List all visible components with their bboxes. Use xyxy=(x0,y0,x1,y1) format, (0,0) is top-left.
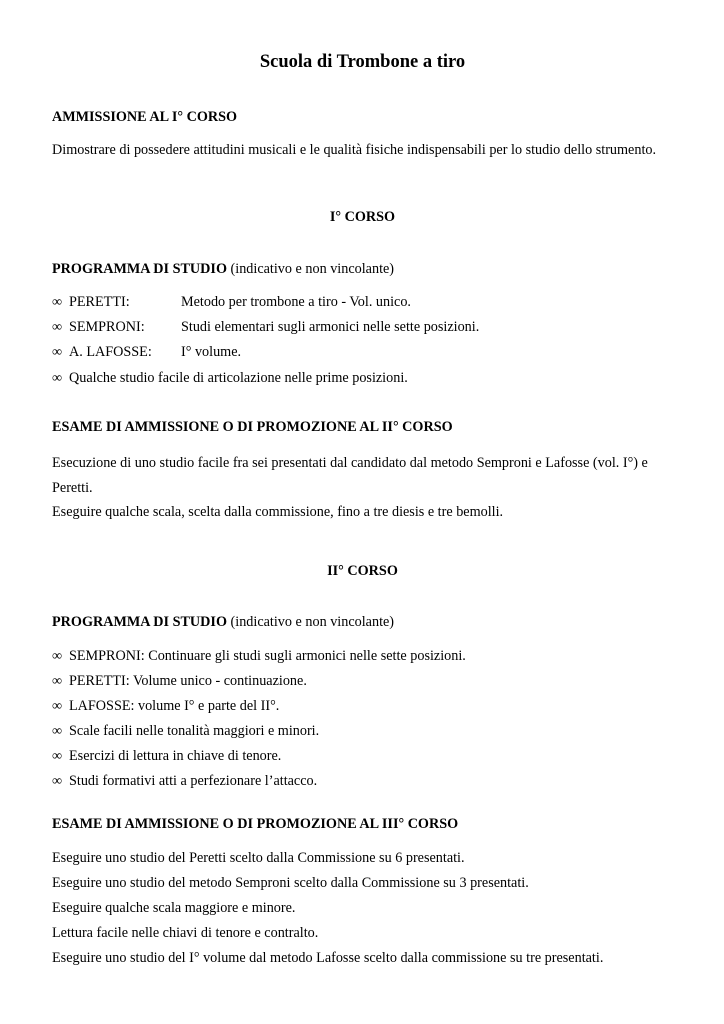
esame-line: Eseguire uno studio del metodo Semproni scelto dalla Commissione su 3 presentati. xyxy=(52,875,529,891)
infinity-bullet-icon: ∞ xyxy=(52,648,63,664)
programma-label: PROGRAMMA DI STUDIO xyxy=(52,614,227,630)
esame-line: Eseguire uno studio del I° volume dal metodo Lafosse scelto dalla commissione su tre presentati. xyxy=(52,950,604,966)
infinity-bullet-icon: ∞ xyxy=(52,748,63,764)
programma-label: PROGRAMMA DI STUDIO xyxy=(52,261,227,277)
author-name: PERETTI: xyxy=(69,294,130,310)
esame-line: Peretti. xyxy=(52,480,93,496)
infinity-bullet-icon: ∞ xyxy=(52,319,63,335)
corso2-heading: II° CORSO xyxy=(327,563,398,579)
infinity-bullet-icon: ∞ xyxy=(52,294,63,310)
ammissione-text: Dimostrare di possedere attitudini musicali e le qualità fisiche indispensabili per lo studio dello strumento. xyxy=(52,142,657,158)
esame-line: Eseguire qualche scala maggiore e minore. xyxy=(52,900,296,916)
infinity-bullet-icon: ∞ xyxy=(52,673,63,689)
esame-line: Esecuzione di uno studio facile fra sei presentati dal candidato dal metodo Semproni e Lafosse (vol. I°) e xyxy=(52,455,648,471)
infinity-bullet-icon: ∞ xyxy=(52,773,63,789)
list-item-text: Qualche studio facile di articolazione nelle prime posizioni. xyxy=(69,370,408,386)
list-item xyxy=(52,772,317,790)
list-item-text: PERETTI: Volume unico - continuazione. xyxy=(69,673,307,689)
infinity-bullet-icon: ∞ xyxy=(52,344,63,360)
list-item xyxy=(52,697,279,715)
programma-note: (indicativo e non vincolante) xyxy=(226,614,395,630)
author-name: A. LAFOSSE: xyxy=(69,344,152,360)
esame-line: Eseguire uno studio del Peretti scelto dalla Commissione su 6 presentati. xyxy=(52,850,465,866)
list-item xyxy=(52,369,408,387)
list-item xyxy=(52,343,241,361)
list-item-text: Studi formativi atti a perfezionare l’attacco. xyxy=(69,773,318,789)
list-item xyxy=(52,293,411,311)
list-item-text: Scale facili nelle tonalità maggiori e minori. xyxy=(69,723,320,739)
infinity-bullet-icon: ∞ xyxy=(52,698,63,714)
esame-iii-heading: ESAME DI AMMISSIONE O DI PROMOZIONE AL III° CORSO xyxy=(52,816,459,832)
list-item xyxy=(52,747,281,765)
list-item xyxy=(52,722,319,740)
corso2-programma-heading xyxy=(52,613,394,631)
esame-line: Eseguire qualche scala, scelta dalla commissione, fino a tre diesis e tre bemolli. xyxy=(52,504,504,520)
document-title: Scuola di Trombone a tiro xyxy=(259,52,466,72)
list-item xyxy=(52,647,466,665)
list-item xyxy=(52,318,479,336)
author-name: SEMPRONI: xyxy=(69,319,145,335)
corso1-heading: I° CORSO xyxy=(329,209,396,225)
esame-line: Lettura facile nelle chiavi di tenore e contralto. xyxy=(52,925,319,941)
list-item-text: LAFOSSE: volume I° e parte del II°. xyxy=(69,698,280,714)
programma-note: (indicativo e non vincolante) xyxy=(226,261,395,277)
method-desc: Metodo per trombone a tiro - Vol. unico. xyxy=(181,294,411,310)
list-item-text: Esercizi di lettura in chiave di tenore. xyxy=(69,748,282,764)
corso1-programma-heading xyxy=(52,260,394,278)
infinity-bullet-icon: ∞ xyxy=(52,723,63,739)
esame-ii-heading: ESAME DI AMMISSIONE O DI PROMOZIONE AL II° CORSO xyxy=(52,419,453,435)
method-desc: I° volume. xyxy=(181,344,242,360)
method-desc: Studi elementari sugli armonici nelle sette posizioni. xyxy=(181,319,480,335)
ammissione-heading: AMMISSIONE AL I° CORSO xyxy=(52,109,238,125)
list-item-text: SEMPRONI: Continuare gli studi sugli armonici nelle sette posizioni. xyxy=(69,648,466,664)
list-item xyxy=(52,672,307,690)
infinity-bullet-icon: ∞ xyxy=(52,370,63,386)
